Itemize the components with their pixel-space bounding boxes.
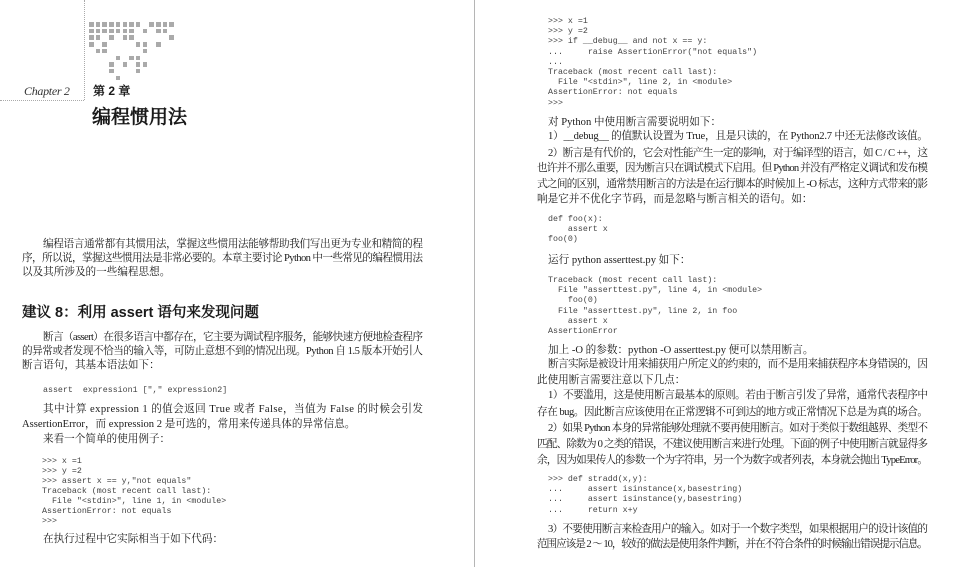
pattern-dot	[102, 42, 107, 47]
pattern-dot	[136, 22, 141, 27]
pattern-dot	[109, 35, 114, 40]
text-line: 也许并不那么重要，因为断言只在调试模式下启用。但 Python 并没有严格定义调试和发布模	[537, 163, 928, 175]
code-line: >>> x =1	[42, 457, 82, 466]
pattern-dot	[89, 29, 94, 34]
text-line: 断言语句，其基本语法如下：	[22, 360, 160, 371]
code-line: File "asserttest.py", line 2, in foo	[548, 306, 738, 316]
code-line: File "<stdin>", line 1, in <module>	[42, 497, 227, 506]
text-line: 此使用断言需要注意以下几点：	[537, 374, 686, 386]
text-line: 匹配、除数为 0 之类的错误，不建议使用断言来进行处理。下面的例子中使用断言就显得多	[537, 439, 928, 450]
code-line: assert x	[548, 225, 608, 235]
code-line: ... raise AssertionError("not equals")	[548, 47, 758, 57]
pattern-dot	[143, 62, 148, 67]
pattern-dot	[163, 29, 168, 34]
pattern-dot	[109, 22, 114, 27]
pattern-dot	[136, 56, 141, 61]
text-line: 范围应该是 2 ～ 10，较好的做法是使用条件判断，并在不符合条件的时候输出错误提示信息。	[537, 539, 927, 550]
text-line: 编程语言通常都有其惯用法，掌握这些惯用法能够帮助我们写出更为专业和精简的程	[43, 239, 423, 250]
pattern-dot	[116, 76, 121, 81]
pattern-dot	[116, 22, 121, 27]
pattern-dot	[96, 49, 101, 54]
pattern-dot	[89, 35, 94, 40]
code-line: >>> x =1	[548, 17, 588, 26]
pattern-dot	[102, 22, 107, 27]
pattern-dot	[123, 35, 128, 40]
text-line: 余，因为如果传人的参数一个为字符串，另一个为数字或者列表，本身就会抛出 TypeError。	[537, 455, 928, 466]
pattern-dot	[123, 22, 128, 27]
code-line: File "<stdin>", line 2, in <module>	[548, 78, 733, 88]
pattern-dot	[96, 22, 101, 27]
code-line: ... assert isinstance(x,basestring)	[548, 485, 743, 495]
pattern-dot	[136, 69, 141, 74]
text-line: 响是它并不优化字节码，而是忽略与断言相关的语句。如：	[537, 193, 813, 205]
text-line: 加上 -O 的参数：python -O asserttest.py 便可以禁用断言。	[548, 345, 814, 356]
pattern-dot	[143, 42, 148, 47]
pattern-dot	[96, 29, 101, 34]
text-line: 2）如果 Python 本身的异常能够处理就不要再使用断言。如对于类似于数组越界、类型不	[548, 423, 928, 434]
code-line: >>>	[42, 517, 57, 526]
text-line: 对 Python 中使用断言需要说明如下：	[548, 117, 722, 128]
text-line: 2）断言是有代价的，它会对性能产生一定的影响，对于编译型的语言，如 C / C ++，这	[548, 148, 928, 159]
code-line: foo(0)	[548, 296, 598, 306]
text-line: 3）不要使用断言来检查用户的输入。如对于一个数字类型，如果根据用户的设计该值的	[548, 524, 928, 535]
code-line: >>> y =2	[42, 467, 82, 476]
pattern-dot	[129, 35, 134, 40]
pattern-dot	[123, 62, 128, 67]
text-line: AssertionError，而 expression 2 是可选的，常用来传递具体的异常信息。	[22, 418, 356, 430]
code-line: >>> def stradd(x,y):	[548, 475, 648, 484]
code-line: Traceback (most recent call last):	[42, 487, 212, 496]
code-line: def foo(x):	[548, 215, 603, 224]
chapter-title: 编程惯用法	[92, 107, 188, 128]
pattern-dot	[116, 56, 121, 61]
code-line: ... return x+y	[548, 505, 638, 515]
text-line: 式之间的区别，通常禁用断言的方法是在运行脚本的时候加上 -O 标志，这种方式带来的影	[537, 178, 928, 190]
pattern-dot	[149, 22, 154, 27]
code-line: ... assert isinstance(y,basestring)	[548, 495, 743, 505]
pattern-dot	[169, 35, 174, 40]
code-line: foo(0)	[548, 235, 578, 245]
pattern-dot	[96, 35, 101, 40]
pattern-dot	[102, 29, 107, 34]
code-line: ...	[548, 57, 563, 67]
chapter-script-label: Chapter 2	[24, 84, 70, 98]
pattern-dot	[109, 29, 114, 34]
pattern-dot	[136, 42, 141, 47]
text-line: 在执行过程中它实际相当于如下代码：	[43, 534, 224, 545]
pattern-dot	[136, 62, 141, 67]
pattern-dot	[102, 49, 107, 54]
code-line: assert x	[548, 316, 608, 326]
pattern-dot	[143, 29, 148, 34]
text-line: 其中计算 expression 1 的值会返回 True 或者 False，当值为 False 的时候会引发	[43, 404, 424, 415]
pattern-dot	[123, 29, 128, 34]
code-line: assert expression1 ["," expression2]	[43, 386, 228, 395]
pattern-dot	[109, 69, 114, 74]
pattern-dot	[129, 56, 134, 61]
pattern-dot	[89, 42, 94, 47]
text-line: 的异常或者发现不恰当的输入等，可防止意想不到的情况出现。Python 自 1.5 版本开始引人	[22, 346, 423, 357]
code-line: Traceback (most recent call last):	[548, 276, 718, 285]
pattern-dot	[89, 22, 94, 27]
code-line: >>>	[548, 98, 563, 108]
code-line: AssertionError	[548, 327, 618, 336]
text-line: 断言实际是被设计用来捕获用户所定义的约束的，而不是用来捕获程序本身错误的，因	[548, 359, 928, 370]
code-line: AssertionError: not equals	[548, 88, 678, 98]
text-line: 存在 bug。因此断言应该使用在正常逻辑不可到达的地方或正常情况下总是为真的场合。	[537, 406, 928, 418]
code-line: >>> assert x == y,"not equals"	[42, 477, 192, 486]
text-line: 断言（assert）在很多语言中都存在，它主要为调试程序服务，能够快速方便地检查程序	[43, 332, 423, 343]
code-line: Traceback (most recent call last):	[548, 68, 718, 77]
pattern-dot	[143, 49, 148, 54]
text-line: 1）__debug__ 的值默认设置为 True，且是只读的，在 Python2.7 中还无法修改该值。	[548, 131, 928, 142]
text-line: 以及其所涉及的一些编程思想。	[22, 267, 171, 278]
text-line: 1）不要滥用，这是使用断言最基本的原则。若由于断言引发了异常，通常代表程序中	[548, 390, 928, 401]
page-divider	[474, 0, 475, 567]
pattern-dot	[116, 29, 121, 34]
pattern-dot	[156, 29, 161, 34]
pattern-dot	[163, 22, 168, 27]
chapter-horizontal-rule	[0, 100, 84, 101]
chapter-vertical-rule	[84, 0, 85, 100]
chapter-number: 第 2 章	[93, 84, 131, 98]
code-line: File "asserttest.py", line 4, in <module>	[548, 286, 763, 296]
pattern-dot	[129, 22, 134, 27]
text-line: 来看一个简单的使用例子：	[43, 434, 171, 445]
pattern-dot	[156, 42, 161, 47]
text-line: 序，所以说，掌握这些惯用法是非常必要的。本章主要讨论 Python 中一些常见的编程惯用法	[22, 253, 423, 264]
pattern-dot	[169, 22, 174, 27]
text-line: 运行 python asserttest.py 如下：	[548, 255, 691, 266]
pattern-dot	[156, 22, 161, 27]
code-line: >>> y =2	[548, 27, 588, 37]
code-line: AssertionError: not equals	[42, 507, 172, 516]
section-heading: 建议 8：利用 assert 语句来发现问题	[22, 305, 259, 321]
code-line: >>> if __debug__ and not x == y:	[548, 37, 708, 47]
pattern-dot	[129, 29, 134, 34]
pattern-dot	[109, 62, 114, 67]
